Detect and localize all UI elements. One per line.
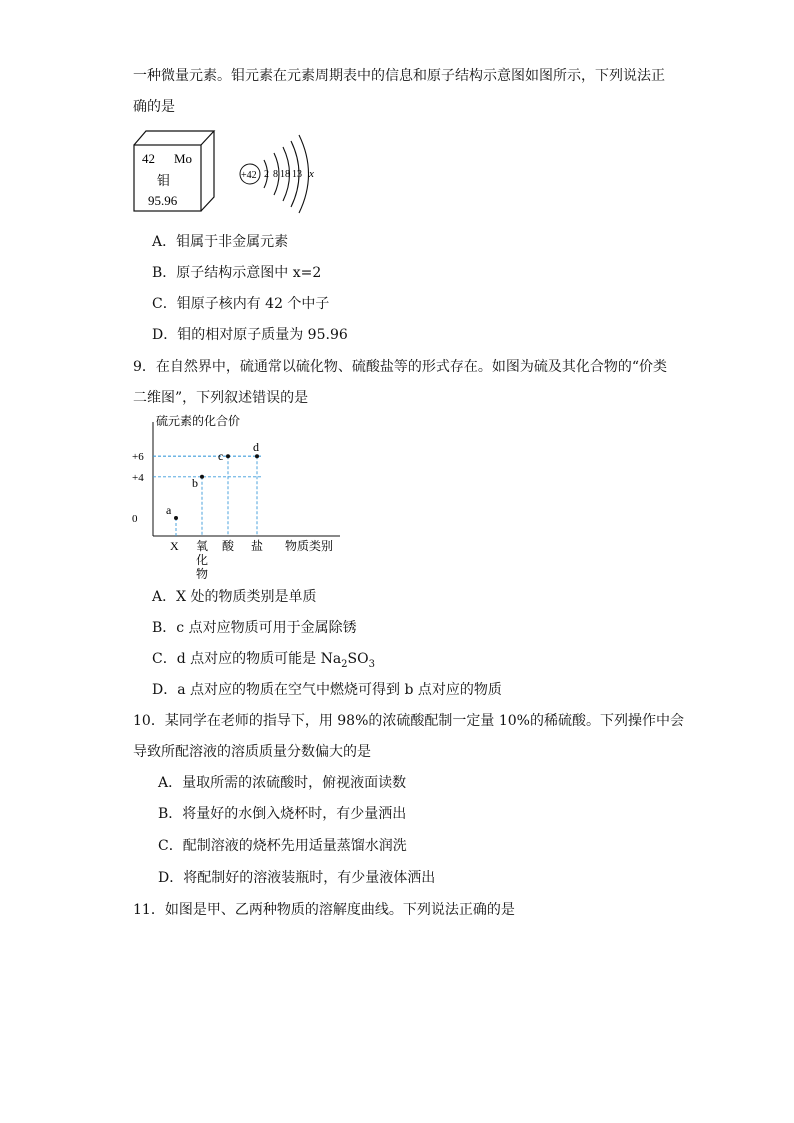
shell-4-count: 13 <box>292 169 302 180</box>
point-d <box>255 454 259 458</box>
y-tick-label: 0 <box>132 513 138 525</box>
shell-5-count: x <box>309 168 314 180</box>
element-symbol: Mo <box>174 151 193 166</box>
point-a <box>174 516 178 520</box>
q10-option-c: C．配制溶液的烧杯先用适量蒸馏水润洗 <box>158 838 407 854</box>
x-axis-label: 物质类别 <box>285 539 334 553</box>
shell-2-count: 8 <box>273 169 278 180</box>
point-label-c: c <box>218 449 224 464</box>
chart-grid <box>132 451 263 580</box>
q8-option-d: D．钼的相对原子质量为 95.96 <box>152 327 348 343</box>
point-label-b: b <box>192 475 198 490</box>
q10-stem-line2: 导致所配溶液的溶质质量分数偏大的是 <box>133 744 371 760</box>
q9-option-d: D．a 点对应的物质在空气中燃烧可得到 b 点对应的物质 <box>152 682 502 698</box>
x-tick-label: 化 <box>196 553 209 567</box>
q9-option-c-sub1: 2 <box>341 658 348 670</box>
q9-option-b: B．c 点对应物质可用于金属除锈 <box>152 620 357 636</box>
q9-stem-line1: 9．在自然界中，硫通常以硫化物、硫酸盐等的形式存在。如图为硫及其化合物的“价类 <box>133 359 668 375</box>
x-tick-label: X <box>170 539 179 553</box>
q10-stem-line1: 10．某同学在老师的指导下，用 98%的浓硫酸配制一定量 10%的稀硫酸。下列操作中会 <box>133 713 684 729</box>
point-label-a: a <box>166 503 172 517</box>
atom-diagram <box>240 135 314 213</box>
q9-option-c-sub2: 3 <box>368 658 375 670</box>
q8-option-c: C．钼原子核内有 42 个中子 <box>152 296 330 312</box>
q8-option-a: A．钼属于非金属元素 <box>152 234 289 250</box>
chart-marks <box>166 440 259 520</box>
q10-option-a: A．量取所需的浓硫酸时，俯视液面读数 <box>158 775 407 791</box>
q11-stem-line1: 11．如图是甲、乙两种物质的溶解度曲线。下列说法正确的是 <box>133 902 515 918</box>
x-tick-label: 酸 <box>222 539 235 553</box>
shell-3-count: 18 <box>280 169 290 180</box>
x-tick-label: 氧 <box>196 539 209 553</box>
q9-option-a: A．X 处的物质类别是单质 <box>152 589 317 605</box>
q8-stem-line2: 确的是 <box>133 99 175 115</box>
q8-option-b: B．原子结构示意图中 x=2 <box>152 265 322 281</box>
q9-stem-line2: 二维图”，下列叙述错误的是 <box>133 390 309 406</box>
nucleus-charge: +42 <box>241 170 257 181</box>
q10-option-d: D．将配制好的溶液装瓶时，有少量液体洒出 <box>158 870 436 886</box>
point-b <box>200 475 204 479</box>
x-tick-label: 盐 <box>251 539 264 553</box>
shell-1-count: 2 <box>264 169 269 180</box>
q9-option-c-text: C．d 点对应的物质可能是 Na <box>152 651 342 667</box>
y-axis-label: 硫元素的化合价 <box>156 414 241 428</box>
x-tick-label: 物 <box>196 567 209 580</box>
element-mass: 95.96 <box>148 193 178 208</box>
element-name: 钼 <box>157 173 171 188</box>
point-c <box>226 454 230 458</box>
y-tick-label: +6 <box>132 451 144 464</box>
molybdenum-figure <box>130 125 330 220</box>
q8-stem-line1: 一种微量元素。钼元素在元素周期表中的信息和原子结构示意图如图所示，下列说法正 <box>133 68 665 84</box>
q9-option-c <box>152 649 375 675</box>
valence-class-chart <box>130 410 350 580</box>
element-number: 42 <box>142 151 155 166</box>
q9-option-c-mid: SO <box>347 651 369 667</box>
q10-option-b: B．将量好的水倒入烧杯时，有少量洒出 <box>158 806 407 822</box>
y-tick-label: +4 <box>132 471 144 484</box>
point-label-d: d <box>253 440 259 455</box>
